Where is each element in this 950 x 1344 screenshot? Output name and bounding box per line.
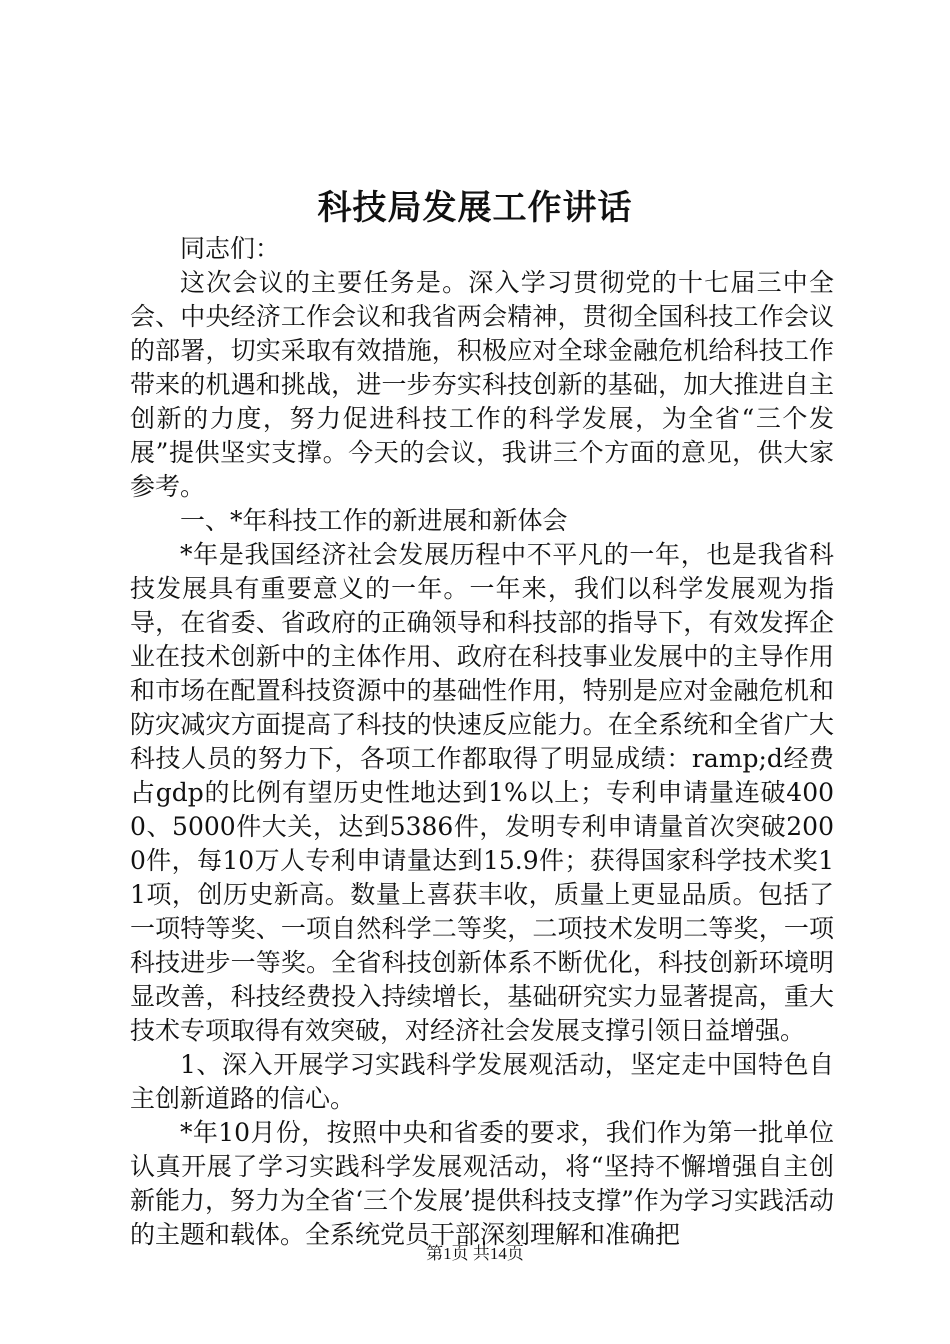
activity-paragraph: *年10月份，按照中央和省委的要求，我们作为第一批单位认真开展了学习实践科学发展观活动，将“坚持不懈增强自主创新能力，努力为全省‘三个发展’提供科技支撑”作为学习实践活动的主题和载体。全系统党员干部深刻理解和准确把 bbox=[130, 1118, 834, 1249]
page-footer bbox=[0, 1242, 950, 1266]
progress-paragraph: *年是我国经济社会发展历程中不平凡的一年，也是我省科技发展具有重要意义的一年。一年来，我们以科学发展观为指导，在省委、省政府的正确领导和科技部的指导下，有效发挥企业在技术创新中的主体作用、政府在科技事业发展中的主导作用和市场在配置科技资源中的基础性作用，特别是应对金融危机和防灾减灾方面提高了科技的快速反应能力。在全系统和全省广大科技人员的努力下，各项工作都取得了明显成绩：ramp;d经费占gdp的比例有望历史性地达到1%以上；专利申请量连破4000、5000件大关，达到5386件，发明专利申请量首次突破2000件，每10万人专利申请量达到15.9件；获得国家科学技术奖11项，创历史新高。数量上喜获丰收，质量上更显品质。包括了一项特等奖、一项自然科学二等奖，二项技术发明二等奖，一项科技进步一等奖。全省科技创新体系不断优化，科技创新环境明显改善，科技经费投入持续增长，基础研究实力显著提高，重大技术专项取得有效突破，对经济社会发展支撑引领日益增强。 bbox=[130, 540, 834, 1045]
salutation-paragraph: 同志们： bbox=[180, 234, 281, 263]
intro-paragraph: 这次会议的主要任务是。深入学习贯彻党的十七届三中全会、中央经济工作会议和我省两会精神，贯彻全国科技工作会议的部署，切实采取有效措施，积极应对全球金融危机给科技工作带来的机遇和挑战，进一步夯实科技创新的基础，加大推进自主创新的力度，努力促进科技工作的科学发展，为全省“三个发展”提供坚实支撑。今天的会议，我讲三个方面的意见，供大家参考。 bbox=[130, 268, 834, 501]
document-body bbox=[130, 232, 834, 1252]
page-indicator: 第1页 共14页 bbox=[426, 1244, 524, 1263]
document-title: 科技局发展工作讲话 bbox=[317, 188, 633, 228]
section-heading: 一、*年科技工作的新进展和新体会 bbox=[180, 506, 568, 535]
subsection-heading: 1、深入开展学习实践科学发展观活动，坚定走中国特色自主创新道路的信心。 bbox=[130, 1050, 834, 1113]
